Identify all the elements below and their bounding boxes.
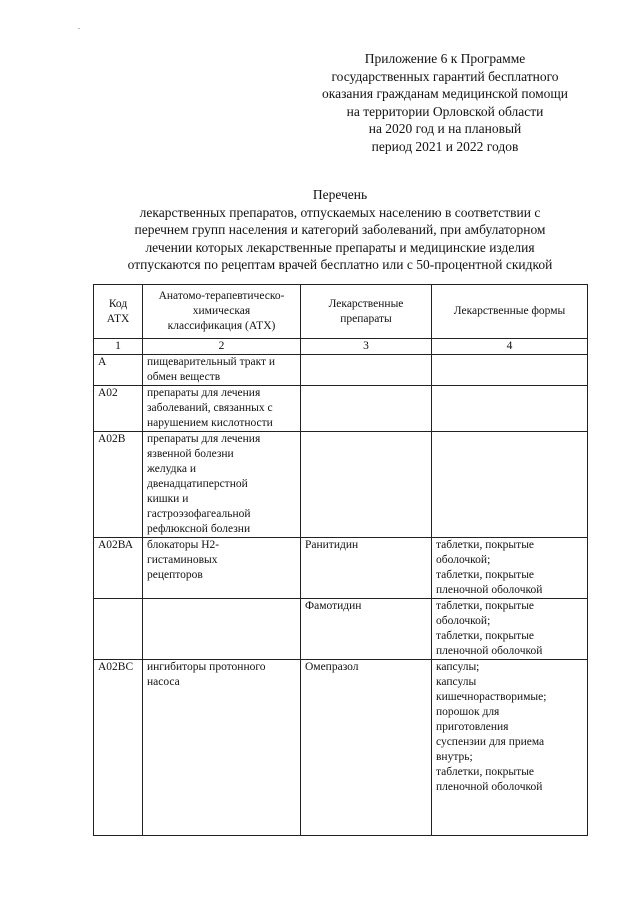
- cell-text: таблетки, покрытые: [436, 569, 535, 581]
- cell-code: [94, 599, 143, 660]
- header-text: Лекарственные формы: [453, 305, 566, 317]
- cell-text: обмен веществ: [147, 371, 221, 383]
- header-text: Лекарственные: [328, 297, 404, 310]
- cell-text: кишечнорастворимые;: [436, 691, 547, 703]
- table-row: [94, 660, 588, 836]
- cell-code: А02В: [94, 432, 143, 538]
- cell-text: пленочной оболочкой: [436, 645, 543, 657]
- title-line: отпускаются по рецептам врачей бесплатно или с 50-процентной скидкой: [127, 257, 553, 272]
- drug-list-table: [93, 284, 588, 836]
- appendix-line: государственных гарантий бесплатного: [331, 68, 559, 84]
- cell-text: ингибиторы протонного: [147, 661, 266, 673]
- header-atc-classification: [143, 285, 301, 339]
- cell-drug: Омепразол: [301, 660, 432, 836]
- table-row: [94, 355, 588, 386]
- cell-atc: [143, 355, 301, 386]
- cell-text: рефлюксной болезни: [147, 523, 251, 535]
- appendix-line: оказания гражданам медицинской помощи: [321, 86, 569, 101]
- header-text: Анатомо-терапевтическо-: [158, 290, 285, 302]
- cell-text: внутрь;: [436, 751, 473, 763]
- title-line: Перечень: [312, 187, 368, 202]
- cell-text: таблетки, покрытые: [436, 539, 535, 551]
- appendix-line: на 2020 год и на плановый: [368, 121, 522, 136]
- cell-text: препараты для лечения: [147, 433, 261, 445]
- table-row: [94, 432, 588, 538]
- cell-forms: [432, 538, 588, 599]
- cell-forms: [432, 432, 588, 538]
- header-text: препараты: [340, 312, 392, 325]
- cell-text: таблетки, покрытые: [436, 630, 535, 642]
- cell-text: препараты для лечения: [147, 387, 261, 399]
- title-line: лечении которых лекарственные препараты и медицинские изделия: [145, 239, 535, 255]
- cell-text: капсулы;: [436, 661, 480, 673]
- header-text: АТХ: [106, 312, 130, 325]
- cell-code: А02ВС: [94, 660, 143, 836]
- cell-text: кишки и: [147, 493, 189, 505]
- cell-atc: [143, 386, 301, 432]
- header-code: [94, 285, 143, 339]
- cell-text: желудка и: [147, 463, 197, 475]
- header-drugs: [301, 285, 432, 339]
- cell-drug: [301, 386, 432, 432]
- table-row: [94, 599, 588, 660]
- cell-text: оболочкой;: [436, 615, 491, 627]
- table-row: [94, 538, 588, 599]
- cell-atc: [143, 432, 301, 538]
- cell-text: насоса: [147, 676, 180, 688]
- cell-forms: [432, 386, 588, 432]
- cell-text: таблетки, покрытые: [436, 600, 535, 612]
- header-text: Код: [108, 297, 128, 310]
- cell-atc: [143, 538, 301, 599]
- cell-text: пленочной оболочкой: [436, 781, 543, 793]
- scan-speck: [78, 28, 80, 29]
- appendix-line: на территории Орловской области: [346, 103, 544, 119]
- table-row: [94, 386, 588, 432]
- cell-code: А02ВА: [94, 538, 143, 599]
- column-number: 3: [301, 339, 432, 355]
- cell-text: капсулы: [436, 676, 477, 688]
- cell-text: гистаминовых: [147, 554, 218, 566]
- cell-drug: Ранитидин: [301, 538, 432, 599]
- cell-drug: [301, 432, 432, 538]
- cell-text: блокаторы Н2-: [147, 539, 220, 551]
- cell-text: таблетки, покрытые: [436, 766, 535, 778]
- cell-text: порошок для: [436, 706, 500, 718]
- column-number-row: [94, 339, 588, 355]
- cell-forms: [432, 660, 588, 836]
- document-title: [40, 186, 640, 274]
- header-dosage-forms: [432, 285, 588, 339]
- cell-text: нарушением кислотности: [147, 417, 273, 429]
- appendix-line: период 2021 и 2022 годов: [371, 138, 519, 154]
- table-header-row: [94, 285, 588, 339]
- appendix-line: Приложение 6 к Программе: [364, 51, 526, 66]
- cell-atc: [143, 660, 301, 836]
- cell-text: двенадцатиперстной: [147, 478, 248, 490]
- cell-drug: Фамотидин: [301, 599, 432, 660]
- cell-text: гастроэзофагеальной: [147, 508, 251, 520]
- cell-forms: [432, 355, 588, 386]
- cell-text: приготовления: [436, 721, 509, 733]
- cell-text: заболеваний, связанных с: [147, 402, 273, 414]
- cell-code: А02: [94, 386, 143, 432]
- title-line: перечнем групп населения и категорий заболеваний, при амбулаторном: [134, 222, 546, 237]
- appendix-header: [300, 50, 590, 155]
- column-number: 4: [432, 339, 588, 355]
- cell-drug: [301, 355, 432, 386]
- cell-text: рецепторов: [147, 569, 203, 581]
- cell-text: суспензии для приема: [436, 736, 545, 748]
- header-text: классификация (АТХ): [167, 320, 276, 332]
- cell-text: язвенной болезни: [147, 448, 234, 460]
- cell-atc: [143, 599, 301, 660]
- cell-code: А: [94, 355, 143, 386]
- column-number: 2: [143, 339, 301, 355]
- cell-forms: [432, 599, 588, 660]
- header-text: химическая: [192, 305, 251, 317]
- cell-text: пленочной оболочкой: [436, 584, 543, 596]
- column-number: 1: [94, 339, 143, 355]
- cell-text: оболочкой;: [436, 554, 491, 566]
- cell-text: пищеварительный тракт и: [147, 356, 276, 368]
- title-line: лекарственных препаратов, отпускаемых населению в соответствии с: [139, 204, 541, 220]
